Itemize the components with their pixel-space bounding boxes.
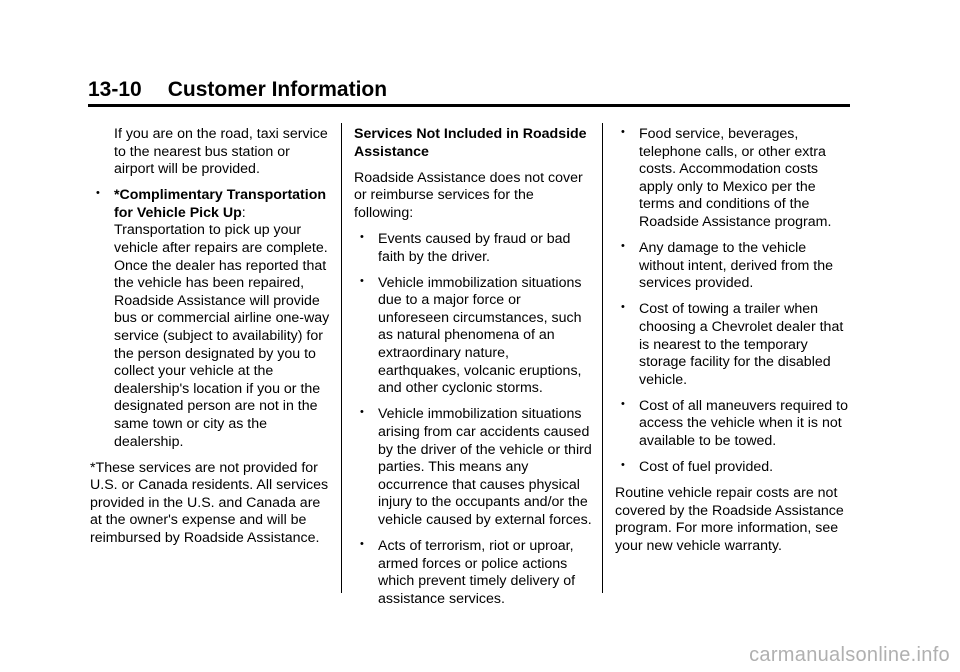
transport-label: *Complimentary Transportation for Vehicle Pick Up: [114, 187, 327, 221]
bullet-icon: •: [621, 397, 625, 410]
bullet-icon: •: [360, 274, 364, 287]
list-item-text: Cost of all maneuvers required to access the vehicle when it is not available to be towed.: [639, 397, 848, 449]
list-item-text: Food service, beverages, telephone calls, or other extra costs. Accommodation costs apply only to Mexico per the terms and conditions of the Roadside Assistance program.: [639, 126, 832, 230]
list-item-text: Acts of terrorism, riot or uproar, armed forces or police actions which prevent timely delivery of assistance services.: [378, 537, 576, 607]
page-header: [88, 78, 387, 102]
list-item: [354, 538, 592, 608]
bullet-icon: •: [621, 126, 625, 138]
bullet-icon: •: [96, 187, 100, 200]
intro-paragraph: Roadside Assistance does not cover or reimburse services for the following:: [354, 169, 583, 221]
bullet-icon: •: [621, 459, 625, 472]
bullet-icon: •: [621, 301, 625, 314]
list-item: [615, 126, 855, 232]
column-divider-2: [602, 123, 603, 593]
watermark: carmanualsonline.info: [749, 644, 950, 666]
list-item: [615, 301, 855, 389]
closing-paragraph: Routine vehicle repair costs are not covered by the Roadside Assistance program. For more information, see your new vehicle warranty.: [615, 485, 844, 554]
exclusion-list: [354, 231, 592, 608]
footnote: *These services are not provided for U.S. or Canada residents. All services provided in the U.S. and Canada are at the owner's expense and will be reimbursed by Roadside Assistance.: [90, 459, 329, 547]
list-item-text: Vehicle immobilization situations due to a major force or unforeseen circumstances, such as natural phenomena of an extraordinary nature, earthquakes, volcanic eruptions, and other cyclonic storms.: [378, 274, 582, 397]
list-item-text: Cost of fuel provided.: [639, 459, 774, 476]
bullet-icon: •: [360, 406, 364, 419]
column-3: [615, 126, 855, 564]
list-item-text: Events caused by fraud or bad faith by the driver.: [378, 230, 571, 265]
bullet-icon: •: [621, 240, 625, 253]
column-divider-1: [341, 123, 342, 593]
list-item: [615, 459, 855, 477]
transport-list: [90, 187, 330, 451]
column-1: [90, 126, 330, 556]
taxi-paragraph: If you are on the road, taxi service to the nearest bus station or airport will be provided.: [114, 126, 328, 178]
list-item-text: Cost of towing a trailer when choosing a Chevrolet dealer that is nearest to the temporary storage facility for the disabled vehicle.: [639, 301, 844, 388]
list-item: [354, 275, 592, 398]
list-item-text: Vehicle immobilization situations arising from car accidents caused by the driver of the vehicle or third parties. This means any occurrence that causes physical injury to the occupants and/or the vehicle caused by external forces.: [378, 406, 592, 528]
list-item: [615, 398, 855, 451]
list-item: [615, 240, 855, 293]
list-item: [354, 231, 592, 266]
transport-text: : Transportation to pick up your vehicle after repairs are complete. Once the dealer has reported that the vehicle has been repaired, Roadside Assistance will provide bus or commercial airline one-way service (subject to availability) for the person designated by you to collect your vehicle at the dealership's location if you or the designated person are not in the same town or city as the dealership.: [114, 204, 330, 450]
bullet-icon: •: [360, 537, 364, 550]
column-2: [354, 126, 592, 617]
exclusion-list-continued: [615, 126, 855, 477]
header-rule: [88, 104, 850, 107]
list-item: [90, 187, 330, 451]
list-item-text: Any damage to the vehicle without intent, derived from the services provided.: [639, 240, 833, 292]
list-item: [354, 406, 592, 529]
page-number: 13-10: [88, 78, 142, 101]
section-heading: Services Not Included in Roadside Assistance: [354, 126, 587, 160]
bullet-icon: •: [360, 230, 364, 243]
section-title: Customer Information: [167, 78, 388, 101]
